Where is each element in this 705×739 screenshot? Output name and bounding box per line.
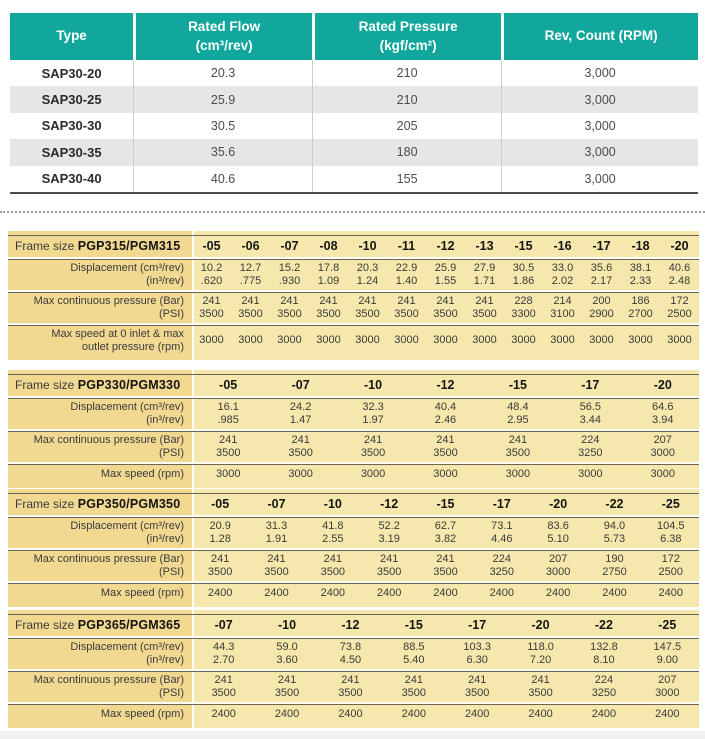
column-header: -18: [631, 238, 650, 253]
value-cell: 207 3000: [545, 552, 571, 578]
column-headers: [192, 375, 699, 396]
displacement-values: [192, 639, 699, 669]
frame-size-label: [8, 240, 192, 254]
value-cell: 20.3 1.24: [356, 261, 379, 287]
header-rev-count: [501, 13, 698, 60]
value-cell: 2400: [433, 586, 458, 599]
header-type: [10, 13, 133, 60]
header-rated-pressure-line2: (kgf/cm²): [379, 37, 437, 53]
header-rated-flow-line1: Rated Flow: [188, 19, 261, 35]
column-header: -22: [594, 617, 613, 632]
value-cell: 224 3250: [489, 552, 515, 578]
frame-size-text: Frame size: [15, 377, 75, 392]
value-cell: 241 3500: [401, 673, 427, 699]
pressure-values: [192, 432, 699, 462]
value-cell: 30.5: [133, 113, 312, 139]
value-cell: 3,000: [501, 113, 698, 139]
value-cell: 88.5 5.40: [403, 640, 425, 666]
column-header: -17: [581, 377, 600, 392]
value-cell: 3000: [628, 334, 653, 347]
column-header: -07: [267, 496, 286, 511]
value-cell: 2400: [338, 707, 363, 720]
value-cell: 241 3500: [528, 673, 553, 699]
value-cell: 3000: [277, 334, 302, 347]
value-cell: 20.3: [133, 60, 312, 86]
column-header: -10: [323, 496, 342, 511]
value-cell: 2400: [207, 586, 233, 599]
column-header: -15: [514, 238, 533, 253]
column-header: -25: [658, 617, 677, 632]
value-cell: 147.5 9.00: [653, 640, 682, 666]
column-header: -10: [278, 617, 297, 632]
value-cell: 104.5 6.38: [657, 519, 685, 545]
value-cell: 64.6 3.94: [652, 400, 674, 426]
value-cell: 3000: [238, 334, 263, 347]
speed-values: [192, 465, 699, 484]
value-cell: 241 3500: [211, 673, 236, 699]
value-cell: 25.9: [133, 86, 312, 112]
value-cell: 32.3 1.97: [362, 400, 384, 426]
value-cell: 3,000: [501, 60, 698, 86]
value-cell: 12.7 .775: [239, 261, 262, 287]
column-header: -05: [219, 377, 238, 392]
value-cell: 3000: [433, 467, 458, 480]
column-header: -13: [475, 238, 494, 253]
value-cell: 3,000: [501, 139, 698, 165]
value-cell: 30.5 1.86: [512, 261, 535, 287]
value-cell: 40.6: [133, 166, 312, 192]
value-cell: 241 3500: [360, 433, 386, 459]
type-cell: SAP30-40: [41, 171, 102, 187]
value-cell: 210: [312, 60, 501, 86]
row-label-displacement: Displacement (cm³/rev) (in³/rev): [70, 640, 184, 666]
header-rated-pressure: [312, 13, 501, 60]
frame-size-label: [8, 498, 192, 512]
column-header: -22: [605, 496, 624, 511]
value-cell: 3000: [650, 467, 675, 480]
table-row: [10, 139, 698, 165]
frame-table-pgp365-pgm365: [8, 610, 699, 728]
column-header: -15: [508, 377, 527, 392]
value-cell: 2400: [655, 707, 680, 720]
value-cell: 3000: [589, 334, 614, 347]
row-label-max-pressure: Max continuous pressure (Bar) (PSI): [33, 433, 184, 459]
value-cell: 241 3500: [207, 552, 233, 578]
value-cell: 241 3500: [316, 294, 341, 320]
value-cell: 3000: [550, 334, 575, 347]
column-headers: [192, 615, 699, 636]
value-cell: 2400: [602, 586, 627, 599]
value-cell: 241 3500: [215, 433, 241, 459]
frame-table-pgp350-pgm350: [8, 489, 699, 607]
value-cell: 3000: [433, 334, 458, 347]
row-label-max-pressure: Max continuous pressure (Bar) (PSI): [33, 673, 184, 699]
table-row: [10, 166, 698, 192]
header-rated-flow-line2: (cm³/rev): [195, 37, 253, 53]
value-cell: 24.2 1.47: [289, 400, 312, 426]
header-type-line1: Type: [56, 28, 87, 44]
column-header: -12: [436, 377, 455, 392]
value-cell: 200 2900: [589, 294, 614, 320]
value-cell: 2400: [528, 707, 553, 720]
column-header: -20: [531, 617, 550, 632]
value-cell: 224 3250: [578, 433, 603, 459]
value-cell: 2400: [464, 707, 490, 720]
speed-values: [192, 584, 699, 603]
value-cell: 56.5 3.44: [579, 400, 602, 426]
header-rated-pressure-line1: Rated Pressure: [358, 19, 458, 35]
value-cell: 2400: [489, 586, 515, 599]
row-label-displacement: Displacement (cm³/rev) (in³/rev): [70, 400, 184, 426]
value-cell: 241 3500: [274, 673, 300, 699]
value-cell: 155: [312, 166, 501, 192]
frame-size-text: Frame size: [15, 617, 75, 632]
table-row: [10, 60, 698, 86]
value-cell: 103.3 6.30: [463, 640, 491, 666]
value-cell: 73.1 4.46: [491, 519, 513, 545]
value-cell: 73.8 4.50: [339, 640, 362, 666]
column-header: -10: [364, 377, 383, 392]
value-cell: 62.7 3.82: [434, 519, 457, 545]
value-cell: 35.6 2.17: [590, 261, 613, 287]
column-header: -20: [653, 377, 672, 392]
value-cell: 2400: [264, 586, 289, 599]
pressure-values: [192, 293, 699, 323]
column-header: -07: [214, 617, 233, 632]
value-cell: 241 3500: [472, 294, 497, 320]
value-cell: 2400: [591, 707, 617, 720]
value-cell: 3000: [215, 467, 241, 480]
value-cell: 190 2750: [602, 552, 627, 578]
type-cell: SAP30-25: [41, 92, 102, 108]
column-header: -11: [397, 238, 416, 253]
value-cell: 210: [312, 86, 501, 112]
value-cell: 15.2 .930: [278, 261, 301, 287]
value-cell: 241 3500: [394, 294, 419, 320]
speed-values: [192, 326, 699, 356]
column-header: -12: [341, 617, 360, 632]
value-cell: 241 3500: [355, 294, 380, 320]
value-cell: 241 3500: [376, 552, 402, 578]
value-cell: 94.0 5.73: [603, 519, 626, 545]
column-header: -05: [202, 238, 221, 253]
column-header: -07: [291, 377, 310, 392]
sap-table-header: [10, 13, 698, 60]
column-header: -15: [436, 496, 455, 511]
page-edge-strip: [0, 731, 705, 739]
table-row: [10, 86, 698, 112]
value-cell: 31.3 1.91: [265, 519, 288, 545]
value-cell: 20.9 1.28: [209, 519, 231, 545]
value-cell: 3000: [355, 334, 380, 347]
type-cell: SAP30-20: [41, 65, 102, 81]
column-header: -06: [241, 238, 260, 253]
value-cell: 17.8 1.09: [317, 261, 340, 287]
column-header: -12: [436, 238, 455, 253]
pressure-values: [192, 672, 699, 702]
value-cell: 40.4 2.46: [434, 400, 457, 426]
displacement-values: [192, 518, 699, 548]
displacement-values: [192, 399, 699, 429]
frame-size-value: PGP350/PGM350: [77, 496, 181, 511]
value-cell: 3,000: [501, 166, 698, 192]
table-row: [10, 113, 698, 139]
row-label-max-speed: Max speed (rpm): [100, 707, 184, 720]
frame-size-value: PGP330/PGM330: [77, 377, 181, 392]
column-header: -17: [468, 617, 487, 632]
value-cell: 172 2500: [658, 552, 684, 578]
header-rated-flow: [133, 13, 312, 60]
value-cell: 241 3500: [199, 294, 224, 320]
value-cell: 83.6 5.10: [547, 519, 569, 545]
row-label-max-pressure: Max continuous pressure (Bar) (PSI): [33, 552, 184, 578]
column-header: -05: [211, 496, 230, 511]
value-cell: 241 3500: [505, 433, 531, 459]
value-cell: 205: [312, 113, 501, 139]
value-cell: 2400: [376, 586, 402, 599]
value-cell: 25.9 1.55: [434, 261, 457, 287]
value-cell: 241 3500: [433, 552, 458, 578]
value-cell: 2400: [658, 586, 684, 599]
value-cell: 241 3500: [288, 433, 313, 459]
column-header: -17: [492, 496, 511, 511]
column-header: -20: [549, 496, 568, 511]
value-cell: 3000: [288, 467, 313, 480]
value-cell: 3000: [578, 467, 603, 480]
value-cell: 3000: [360, 467, 386, 480]
pressure-values: [192, 551, 699, 581]
value-cell: 16.1 .985: [217, 400, 239, 426]
value-cell: 214 3100: [550, 294, 575, 320]
value-cell: 2400: [401, 707, 427, 720]
value-cell: 2400: [274, 707, 300, 720]
value-cell: 241 3500: [338, 673, 363, 699]
value-cell: 224 3250: [591, 673, 617, 699]
column-headers: [192, 494, 699, 515]
column-header: -20: [670, 238, 689, 253]
value-cell: 59.0 3.60: [276, 640, 298, 666]
value-cell: 3000: [316, 334, 341, 347]
frame-size-label: [8, 619, 192, 633]
value-cell: 180: [312, 139, 501, 165]
value-cell: 132.8 8.10: [590, 640, 618, 666]
value-cell: 44.3 2.70: [212, 640, 235, 666]
frame-size-text: Frame size: [15, 496, 75, 511]
row-label-max-speed: Max speed (rpm): [100, 467, 184, 480]
value-cell: 3000: [511, 334, 536, 347]
value-cell: 3000: [199, 334, 224, 347]
column-headers: [192, 236, 699, 257]
sap-table-body: [10, 60, 698, 194]
frame-table-pgp330-pgm330: [8, 370, 699, 488]
value-cell: 3000: [472, 334, 497, 347]
value-cell: 40.6 2.48: [668, 261, 691, 287]
value-cell: 172 2500: [667, 294, 692, 320]
column-header: -25: [661, 496, 680, 511]
value-cell: 241 3500: [264, 552, 289, 578]
value-cell: 186 2700: [628, 294, 653, 320]
value-cell: 3000: [394, 334, 419, 347]
column-header: -10: [358, 238, 377, 253]
displacement-values: [192, 260, 699, 290]
value-cell: 27.9 1.71: [473, 261, 496, 287]
column-header: -15: [404, 617, 423, 632]
row-label-max-pressure: Max continuous pressure (Bar) (PSI): [33, 294, 184, 320]
type-cell: SAP30-30: [41, 118, 102, 134]
value-cell: 2400: [545, 586, 571, 599]
value-cell: 2400: [211, 707, 236, 720]
value-cell: 52.2 3.19: [378, 519, 400, 545]
value-cell: 3,000: [501, 86, 698, 112]
value-cell: 207 3000: [650, 433, 675, 459]
value-cell: 241 3500: [464, 673, 490, 699]
value-cell: 241 3500: [433, 294, 458, 320]
frame-size-text: Frame size: [15, 238, 75, 253]
row-label-displacement: Displacement (cm³/rev) (in³/rev): [70, 519, 184, 545]
value-cell: 10.2 .620: [200, 261, 223, 287]
frame-table-pgp315-pgm315: [8, 231, 699, 360]
speed-values: [192, 705, 699, 724]
value-cell: 118.0 7.20: [527, 640, 554, 666]
value-cell: 241 3500: [277, 294, 302, 320]
value-cell: 241 3500: [320, 552, 346, 578]
frame-size-label: [8, 379, 192, 393]
column-header: -08: [319, 238, 338, 253]
value-cell: 22.9 1.40: [395, 261, 418, 287]
row-label-displacement: Displacement (cm³/rev) (in³/rev): [70, 261, 184, 287]
value-cell: 41.8 2.55: [322, 519, 344, 545]
value-cell: 228 3300: [511, 294, 536, 320]
column-header: -12: [380, 496, 399, 511]
value-cell: 38.1 2.33: [629, 261, 652, 287]
value-cell: 207 3000: [655, 673, 680, 699]
type-cell: SAP30-35: [41, 144, 102, 160]
column-header: -16: [553, 238, 572, 253]
value-cell: 2400: [320, 586, 346, 599]
row-label-max-speed: Max speed (rpm): [100, 586, 184, 599]
frame-size-value: PGP315/PGM315: [77, 238, 181, 253]
sap-rating-table: [10, 13, 698, 194]
row-label-max-speed: Max speed at 0 inlet & max outlet pressure (rpm): [51, 327, 184, 353]
value-cell: 3000: [667, 334, 692, 347]
column-header: -07: [280, 238, 299, 253]
value-cell: 241 3500: [238, 294, 263, 320]
value-cell: 48.4 2.95: [507, 400, 529, 426]
dotted-divider: [0, 211, 705, 213]
value-cell: 33.0 2.02: [551, 261, 574, 287]
value-cell: 241 3500: [433, 433, 458, 459]
header-rev-count-line1: Rev, Count (RPM): [544, 28, 658, 44]
value-cell: 3000: [505, 467, 531, 480]
value-cell: 35.6: [133, 139, 312, 165]
frame-size-value: PGP365/PGM365: [77, 617, 181, 632]
column-header: -17: [592, 238, 611, 253]
